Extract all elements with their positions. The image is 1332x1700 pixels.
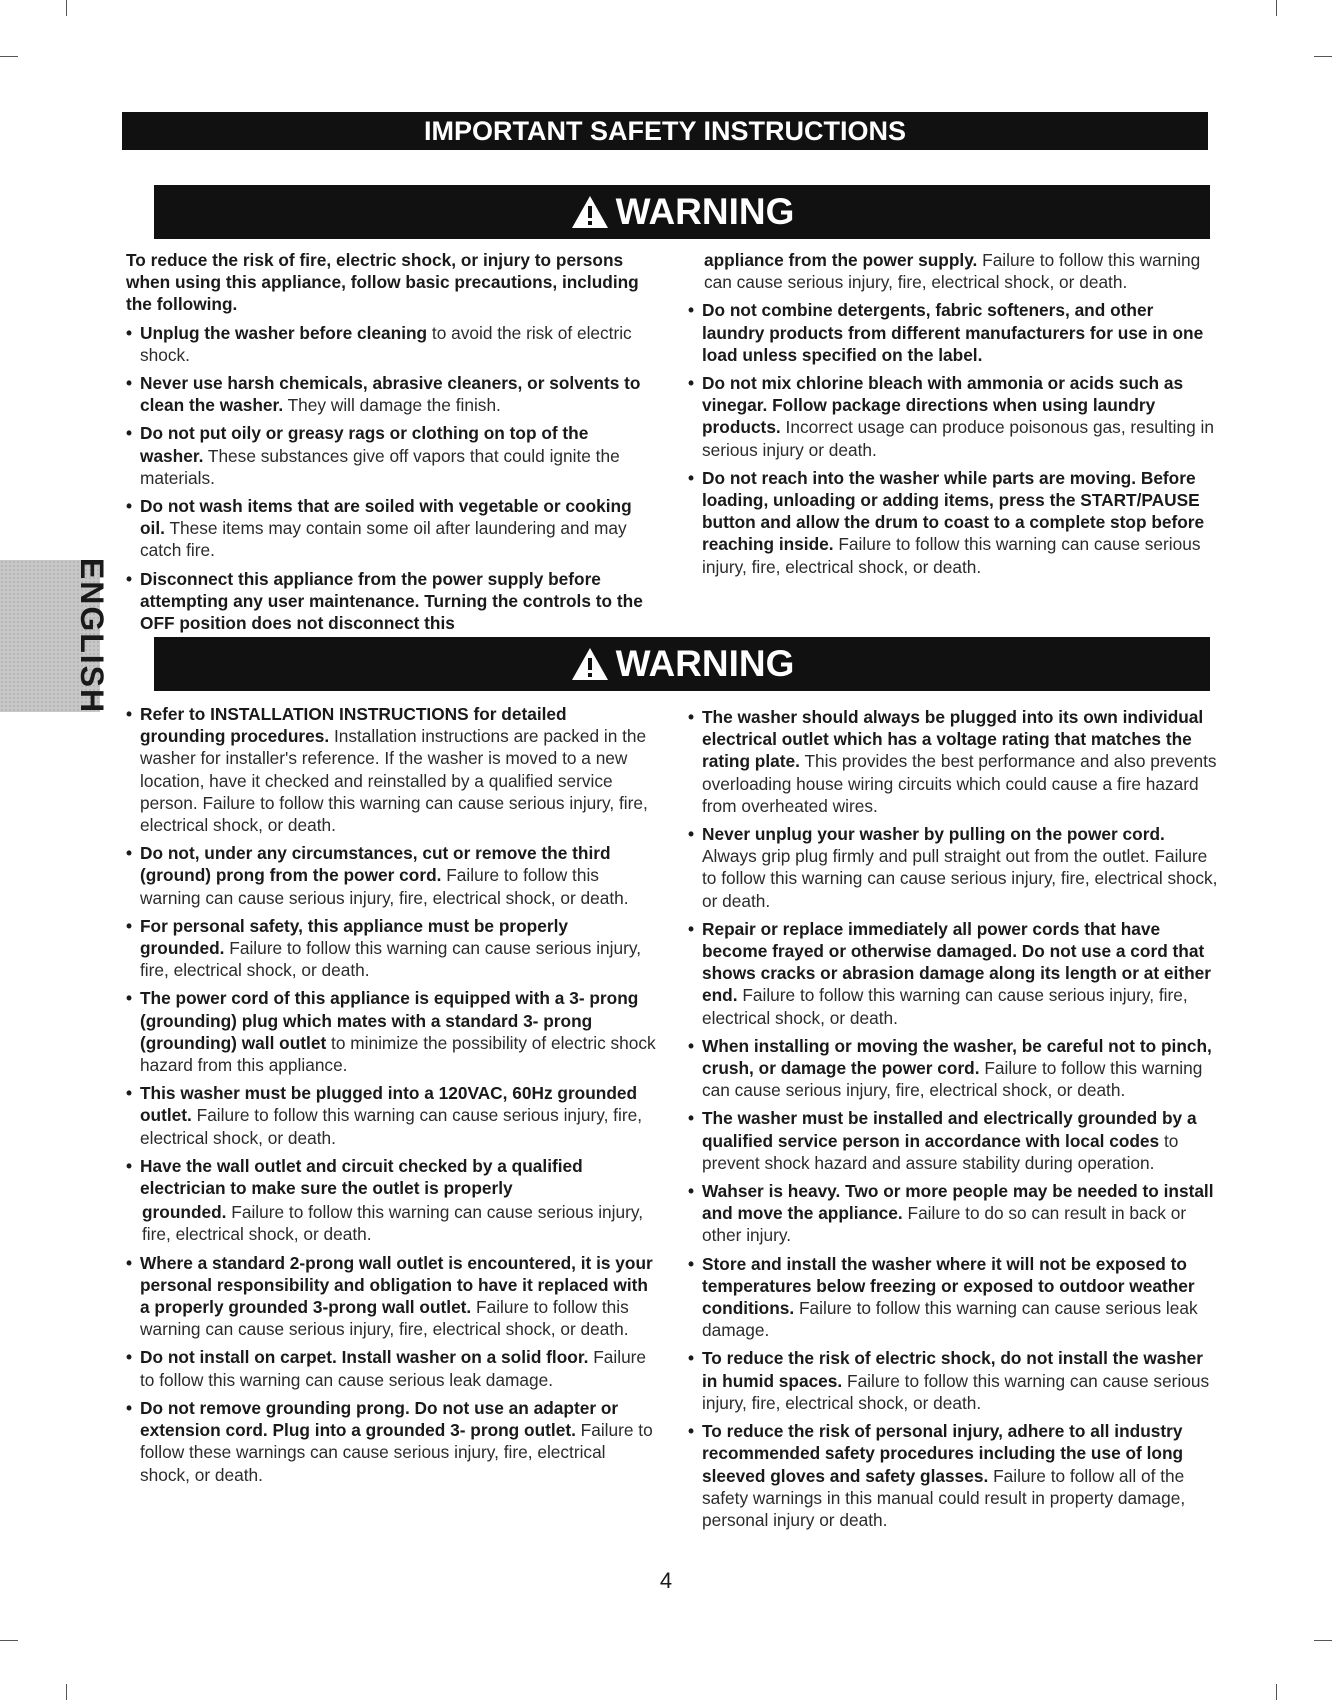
crop-mark (0, 1640, 18, 1641)
list-item: • For personal safety, this appliance must be properly grounded. Failure to follow this warning can cause serious injury, fire, electrical shock, or death. (126, 915, 656, 982)
list-item: • Unplug the washer before cleaning to avoid the risk of electric shock. (126, 322, 648, 366)
warning-banner (154, 185, 1210, 239)
list-item: • Store and install the washer where it will not be exposed to temperatures below freezing or exposed to outdoor weather conditions. Failure to follow this warning can cause serious leak damage. (688, 1253, 1222, 1342)
warning-banner (154, 637, 1210, 691)
list-item: • Never unplug your washer by pulling on the power cord. Always grip plug firmly and pull straight out from the outlet. Failure to follow this warning can cause serious injury, fire, electrical shock, or death. (688, 823, 1222, 912)
warning-label: WARNING (615, 191, 795, 232)
crop-mark (66, 1684, 67, 1700)
section1-left-column (126, 249, 648, 634)
list-item: • Have the wall outlet and circuit checked by a qualified electrician to make sure the outlet is properly (126, 1155, 656, 1199)
list-item: • The washer should always be plugged into its own individual electrical outlet which has a voltage rating that matches the rating plate. This provides the best performance and also prevents overloading house wiring circuits which could cause a fire hazard from overheated wires. (688, 706, 1222, 817)
list-item: • Do not, under any circumstances, cut or remove the third (ground) prong from the power cord. Failure to follow this warning can cause serious injury, fire, electrical shock, or death. (126, 842, 656, 909)
list-item: • Disconnect this appliance from the power supply before attempting any user maintenance. Turning the controls to the OFF position does not disconnect this (126, 568, 648, 635)
list-item: • Wahser is heavy. Two or more people may be needed to install and move the appliance. Failure to do so can result in back or other injury. (688, 1180, 1222, 1247)
crop-mark (1276, 1684, 1277, 1700)
list-item: • Repair or replace immediately all power cords that have become frayed or otherwise damaged. Do not use a cord that shows cracks or abrasion damage along its length or at either end. Failure to follow this warning can cause serious injury, fire, electrical shock, or death. (688, 918, 1222, 1029)
page-title: IMPORTANT SAFETY INSTRUCTIONS (122, 112, 1208, 150)
list-item-continued: grounded. Failure to follow this warning can cause serious injury, fire, electrical shock, or death. (142, 1202, 644, 1245)
list-item: • Refer to INSTALLATION INSTRUCTIONS for detailed grounding procedures. Installation instructions are packed in the washer for installer's reference. If the washer is moved to a new location, have it checked and reinstalled by a qualified service person. Failure to follow this warning can cause serious injury, fire, electrical shock, or death. (126, 703, 656, 836)
section2-right-column (688, 706, 1222, 1537)
list-item: • The power cord of this appliance is equipped with a 3- prong (grounding) plug which mates with a standard 3- prong (grounding) wall outlet to minimize the possibility of electric shock hazard from this appliance. (126, 987, 656, 1076)
list-item: • Do not put oily or greasy rags or clothing on top of the washer. These substances give off vapors that could ignite the materials. (126, 422, 648, 489)
crop-mark (1276, 0, 1277, 16)
list-item: • Do not install on carpet. Install washer on a solid floor. Failure to follow this warning can cause serious leak damage. (126, 1346, 656, 1390)
list-item: • To reduce the risk of personal injury, adhere to all industry recommended safety procedures including the use of long sleeved gloves and safety glasses. Failure to follow all of the safety warnings in this manual could result in property damage, personal injury or death. (688, 1420, 1222, 1531)
list-item-continued: appliance from the power supply. Failure to follow this warning can cause serious injury, fire, electrical shock, or death. (704, 250, 1201, 293)
list-item: • Do not combine detergents, fabric softeners, and other laundry products from different manufacturers for use in one load unless specified on the label. (688, 299, 1218, 366)
warning-triangle-icon (570, 646, 610, 682)
warning-triangle-icon (570, 194, 610, 230)
list-item: • Never use harsh chemicals, abrasive cleaners, or solvents to clean the washer. They will damage the finish. (126, 372, 648, 416)
language-tab-label: ENGLISH (74, 557, 110, 715)
warning-label: WARNING (615, 643, 795, 684)
list-item: • The washer must be installed and electrically grounded by a qualified service person in accordance with local codes to prevent shock hazard and assure stability during operation. (688, 1107, 1222, 1174)
list-item: • Where a standard 2-prong wall outlet is encountered, it is your personal responsibility and obligation to have it replaced with a properly grounded 3-prong wall outlet. Failure to follow this warning can cause serious injury, fire, electrical shock, or death. (126, 1252, 656, 1341)
crop-mark (0, 56, 18, 57)
list-item: • This washer must be plugged into a 120VAC, 60Hz grounded outlet. Failure to follow this warning can cause serious injury, fire, electrical shock, or death. (126, 1082, 656, 1149)
crop-mark (1314, 56, 1332, 57)
crop-mark (1314, 1640, 1332, 1641)
crop-mark (66, 0, 67, 16)
list-item: • Do not mix chlorine bleach with ammonia or acids such as vinegar. Follow package directions when using laundry products. Incorrect usage can produce poisonous gas, resulting in serious injury or death. (688, 372, 1218, 461)
list-item: • Do not reach into the washer while parts are moving. Before loading, unloading or adding items, press the START/PAUSE button and allow the drum to coast to a complete stop before reaching inside. Failure to follow this warning can cause serious injury, fire, electrical shock, or death. (688, 467, 1218, 578)
intro-text: To reduce the risk of fire, electric shock, or injury to persons when using this appliance, follow basic precautions, including the following. (126, 250, 639, 315)
list-item: • Do not remove grounding prong. Do not use an adapter or extension cord. Plug into a grounded 3- prong outlet. Failure to follow these warnings can cause serious injury, fire, electrical shock, or death. (126, 1397, 656, 1486)
list-item: • To reduce the risk of electric shock, do not install the washer in humid spaces. Failure to follow this warning can cause serious injury, fire, electrical shock, or death. (688, 1347, 1222, 1414)
page-number: 4 (659, 1568, 673, 1593)
section1-right-column (688, 249, 1218, 584)
list-item: • Do not wash items that are soiled with vegetable or cooking oil. These items may contain some oil after laundering and may catch fire. (126, 495, 648, 562)
list-item: • When installing or moving the washer, be careful not to pinch, crush, or damage the power cord. Failure to follow this warning can cause serious injury, fire, electrical shock, or death. (688, 1035, 1222, 1102)
section2-left-column (126, 703, 656, 1492)
